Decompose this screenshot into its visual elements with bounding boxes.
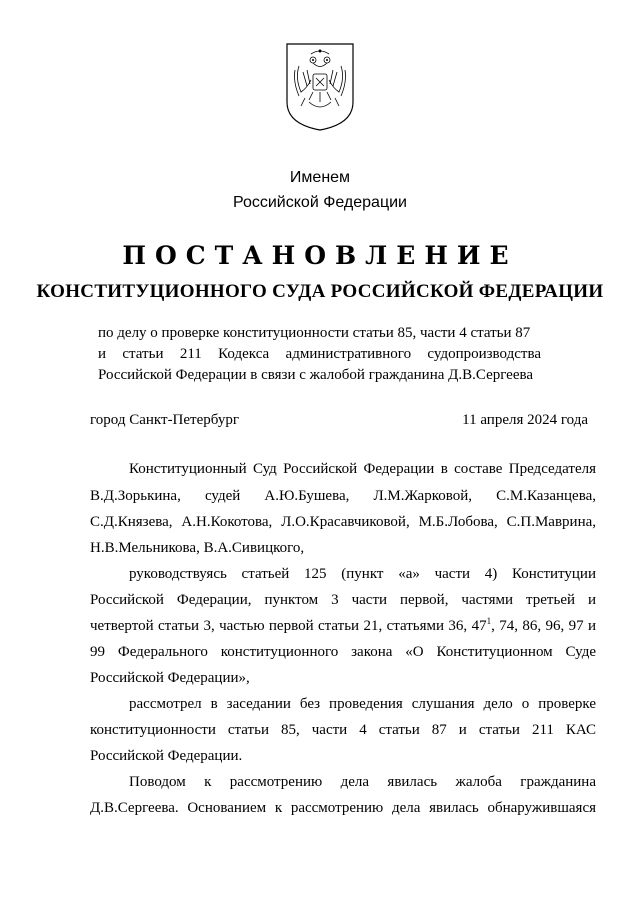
body-line: С.Д.Князева, А.Н.Кокотова, Л.О.Красавчиковой, М.Б.Лобова, С.П.Маврина,	[90, 514, 596, 530]
place: город Санкт-Петербург	[90, 412, 239, 428]
court-name: КОНСТИТУЦИОННОГО СУДА РОССИЙСКОЙ ФЕДЕРАЦИИ	[36, 281, 604, 302]
body-line: руководствуясь статьей 125 (пункт «а» части 4) Конституции	[129, 566, 596, 582]
body-line: рассмотрел в заседании без проведения слушания дело о проверке	[129, 696, 596, 712]
date: 11 апреля 2024 года	[462, 412, 588, 428]
body-line: Российской Федерации»,	[90, 670, 250, 686]
body-line: Поводом к рассмотрению дела явилась жалоба гражданина	[129, 774, 596, 790]
header-line-name-of: Именем	[289, 169, 351, 186]
body-line: Н.В.Мельникова, В.А.Сивицкого,	[90, 540, 305, 556]
body-line: Российской Федерации.	[90, 748, 243, 764]
header-line-federation: Российской Федерации	[233, 194, 407, 211]
body-line: Д.В.Сергеева. Основанием к рассмотрению дела явилась обнаружившаяся	[90, 800, 596, 816]
body-text: четвертой статьи 3, частью первой статьи 21, статьями 36, 47	[90, 618, 487, 634]
body-line: В.Д.Зорькина, судей А.Ю.Бушева, Л.М.Жарковой, С.М.Казанцева,	[90, 488, 596, 504]
document-title: ПОСТАНОВЛЕНИЕ	[122, 241, 518, 270]
case-description-line: Российской Федерации в связи с жалобой гражданина Д.В.Сергеева	[98, 367, 534, 383]
case-description-line: по делу о проверке конституционности статьи 85, части 4 статьи 87	[98, 325, 531, 341]
body-line: конституционности статьи 85, части 4 статьи 87 и статьи 211 КАС	[90, 722, 596, 738]
superscript: 1	[486, 616, 492, 626]
body-text: , 74, 86, 96, 97 и	[491, 618, 596, 634]
body-line	[90, 616, 596, 636]
coat-of-arms-emblem	[283, 40, 357, 132]
body-line: Конституционный Суд Российской Федерации в составе Председателя	[129, 461, 596, 477]
body-line: 99 Федерального конституционного закона «О Конституционном Суде	[90, 644, 596, 660]
body-line: Российской Федерации, пунктом 3 части первой, частями третьей и	[90, 592, 596, 608]
case-description-line: и статьи 211 Кодекса административного судопроизводства	[98, 346, 541, 362]
